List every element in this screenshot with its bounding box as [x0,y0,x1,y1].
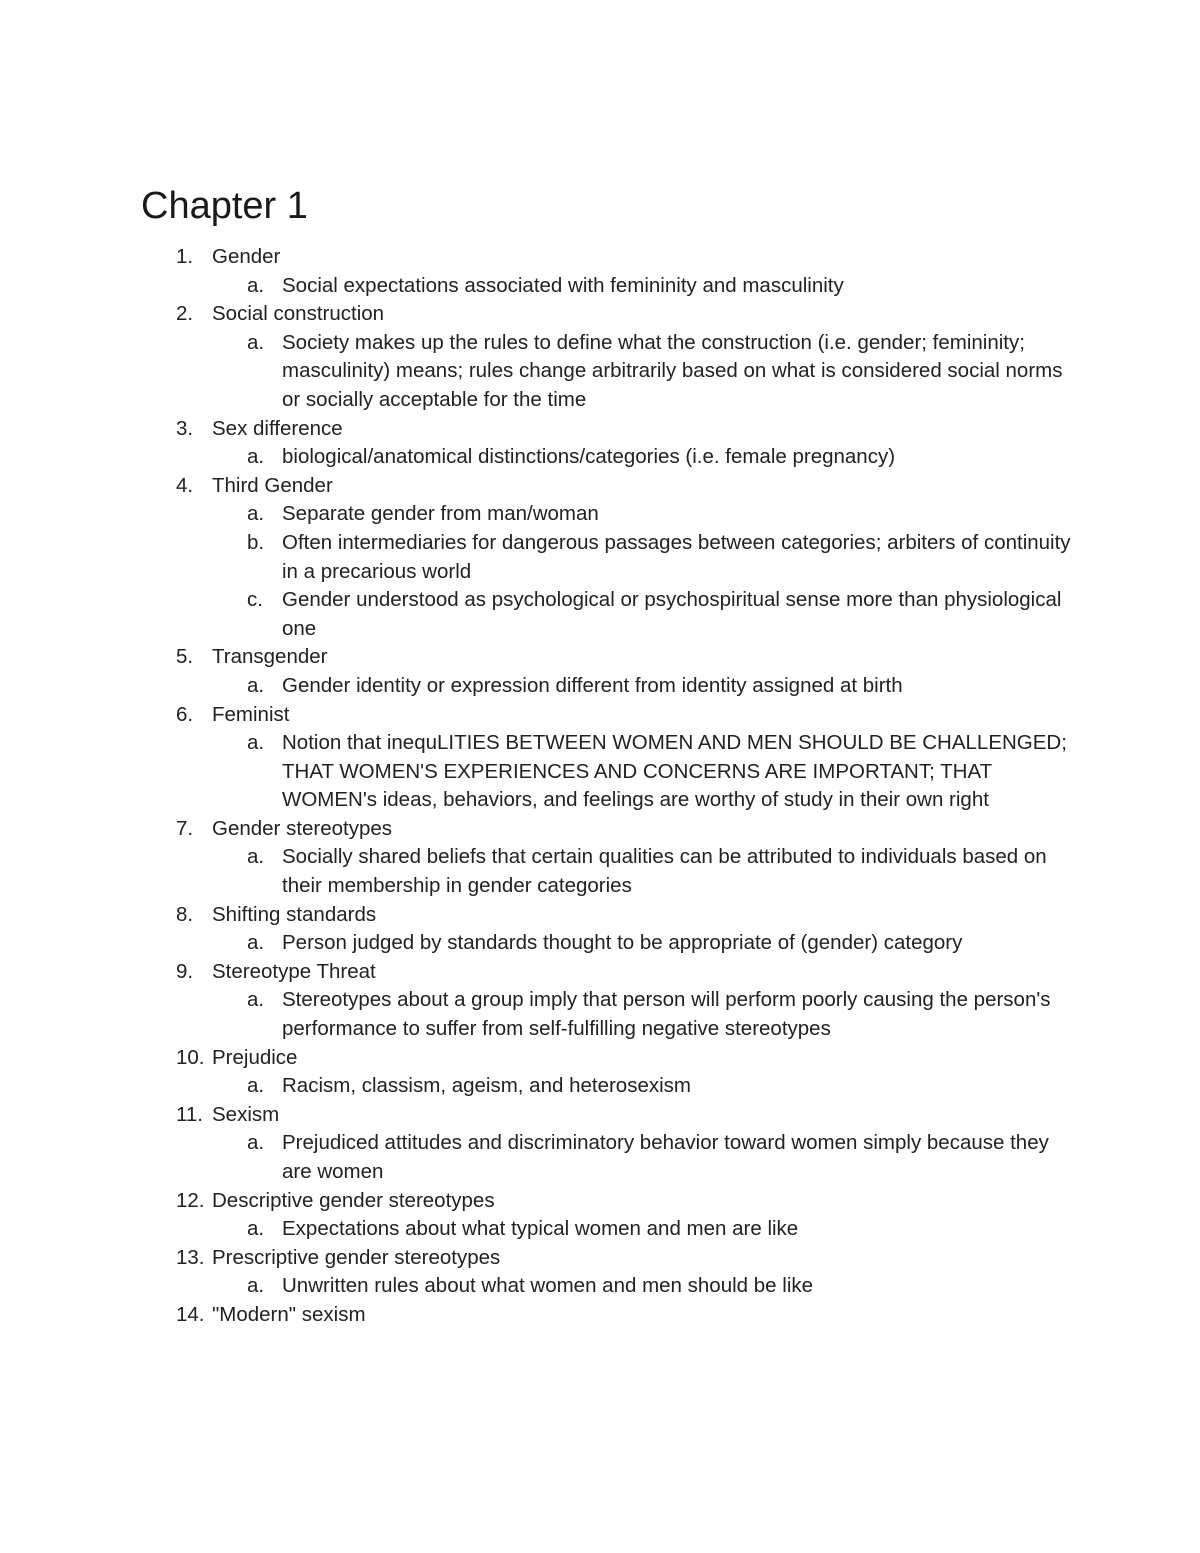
definition-letter: a. [247,1217,265,1241]
definition-item [0,529,1200,586]
definition-text: biological/anatomical distinctions/categories (i.e. female pregnancy) [282,445,896,469]
page-title: Chapter 1 [141,185,308,227]
definition-item [0,929,1200,958]
definition-list [0,1072,1200,1101]
definition-item [0,672,1200,701]
definition-item [0,272,1200,301]
definition-text: Separate gender from man/woman [282,502,599,526]
item-number: 1. [176,245,194,268]
definition-letter: a. [247,731,265,755]
definition-text: Stereotypes about a group imply that person will perform poorly causing the person's performance to suffer from self-fulfilling negative stereotypes [282,988,1051,1041]
list-item [0,1187,1200,1244]
term-label: Prescriptive gender stereotypes [212,1245,501,1269]
list-item [0,300,1200,414]
definition-item [0,1072,1200,1101]
definition-text: Unwritten rules about what women and men should be like [282,1274,814,1298]
term-row [0,1044,1200,1073]
term-row [0,472,1200,501]
term-label: Feminist [212,702,290,726]
definition-letter: a. [247,931,265,955]
definition-list [0,1215,1200,1244]
definition-letter: a. [247,502,265,526]
definition-list [0,843,1200,900]
item-number: 3. [176,416,194,440]
term-row [0,1301,1200,1330]
definition-letter: c. [247,588,263,612]
term-row [0,701,1200,730]
definition-list [0,272,1200,301]
definition-letter: a. [247,273,265,297]
list-item [0,901,1200,958]
definition-item [0,843,1200,900]
definition-item [0,329,1200,415]
term-label: Descriptive gender stereotypes [212,1188,495,1212]
list-item [0,1301,1200,1330]
term-row [0,958,1200,987]
definition-letter: a. [247,330,265,354]
definition-item [0,443,1200,472]
item-number: 9. [176,959,194,983]
definition-letter: a. [247,1074,265,1098]
term-label: "Modern" sexism [212,1302,366,1326]
list-item [0,1244,1200,1301]
definition-list [0,729,1200,815]
item-number: 10. [176,1045,205,1069]
list-item [0,1101,1200,1187]
term-label: Shifting standards [212,902,377,926]
definition-text: Often intermediaries for dangerous passages between categories; arbiters of continuity in a precarious world [282,530,1071,583]
definition-list [0,986,1200,1043]
item-number: 11. [176,1102,203,1126]
definition-list [0,500,1200,643]
term-row [0,643,1200,672]
term-row [0,300,1200,329]
term-label: Social construction [212,302,385,326]
list-item [0,958,1200,1044]
term-label: Gender [212,245,281,268]
definition-letter: b. [247,530,265,554]
list-item [0,472,1200,644]
definition-letter: a. [247,445,265,469]
definition-letter: a. [247,1131,265,1155]
definition-list [0,443,1200,472]
list-item [0,1044,1200,1101]
definition-list [0,329,1200,415]
definition-text: Social expectations associated with femininity and masculinity [282,273,844,297]
definition-text: Gender understood as psychological or psychospiritual sense more than physiological one [282,588,1062,640]
item-number: 7. [176,816,194,840]
definition-letter: a. [247,845,265,869]
definition-item [0,986,1200,1043]
definition-item [0,586,1200,643]
item-number: 4. [176,473,194,497]
definition-letter: a. [247,673,265,697]
item-number: 14. [176,1302,205,1326]
list-item [0,815,1200,901]
term-row [0,1244,1200,1273]
term-list [0,243,1200,1330]
definition-list [0,929,1200,958]
term-row [0,815,1200,844]
term-label: Transgender [212,645,328,669]
term-row [0,243,1200,272]
definition-text: Gender identity or expression different from identity assigned at birth [282,673,903,697]
definition-item [0,729,1200,815]
term-label: Stereotype Threat [212,959,376,983]
definition-text: Racism, classism, ageism, and heterosexism [282,1074,691,1098]
definition-text: Society makes up the rules to define what the construction (i.e. gender; femininity; masculinity) means; rules change arbitrarily based on what is considered social norms or socially acceptable for the time [282,330,1063,411]
list-item [0,643,1200,700]
item-number: 8. [176,902,194,926]
definition-letter: a. [247,1274,265,1298]
term-row [0,415,1200,444]
term-label: Gender stereotypes [212,816,393,840]
definition-text: Notion that inequLITIES BETWEEN WOMEN AND MEN SHOULD BE CHALLENGED; THAT WOMEN'S EXPERIENCES AND CONCERNS ARE IMPORTANT; THAT WOMEN's ideas, behaviors, and feelings are worthy of study in their own right [282,731,1067,812]
term-label: Prejudice [212,1045,298,1069]
term-row [0,1101,1200,1130]
definition-list [0,1129,1200,1186]
list-item [0,701,1200,815]
definition-item [0,500,1200,529]
term-label: Sexism [212,1102,280,1126]
definition-text: Socially shared beliefs that certain qualities can be attributed to individuals based on their membership in gender categories [282,845,1047,898]
definition-item [0,1215,1200,1244]
item-number: 12. [176,1188,205,1212]
list-item [0,243,1200,300]
item-number: 6. [176,702,194,726]
item-number: 2. [176,302,194,326]
term-row [0,901,1200,930]
item-number: 5. [176,645,194,669]
definition-text: Prejudiced attitudes and discriminatory behavior toward women simply because they are women [282,1131,1049,1183]
term-label: Sex difference [212,416,343,440]
definition-text: Person judged by standards thought to be appropriate of (gender) category [282,931,963,955]
definition-item [0,1272,1200,1301]
definition-list [0,1272,1200,1301]
term-label: Third Gender [212,473,333,497]
item-number: 13. [176,1245,205,1269]
term-row [0,1187,1200,1216]
definition-list [0,672,1200,701]
definition-item [0,1129,1200,1186]
list-item [0,415,1200,472]
definition-letter: a. [247,988,265,1012]
definition-text: Expectations about what typical women and men are like [282,1217,799,1241]
